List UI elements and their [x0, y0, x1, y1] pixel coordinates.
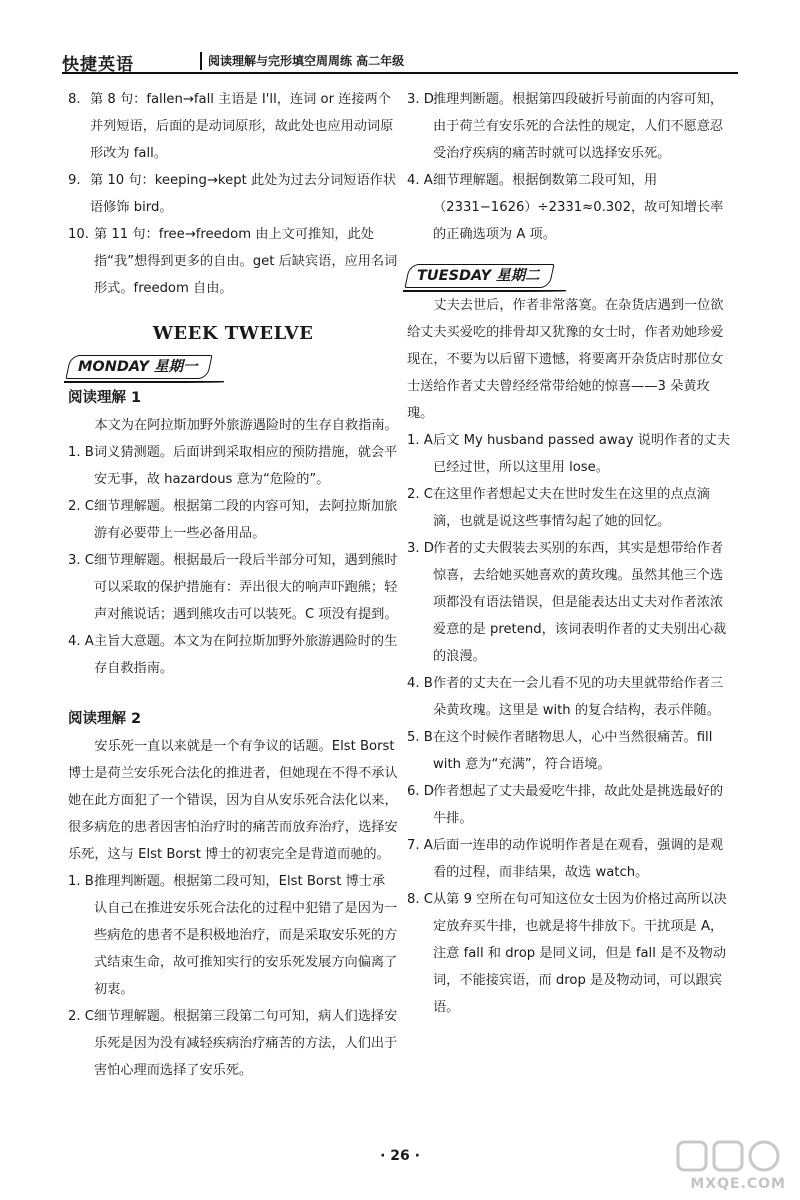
day-underline [403, 290, 566, 292]
item-text: 细节理解题。根据第三段第二句可知，病人们选择安乐死是因为没有减轻疾病治疗痛苦的方法，人们出于害怕心理而选择了安乐死。 [94, 1009, 398, 1078]
answer-item [407, 886, 735, 1021]
item-text: 词义猜测题。后面讲到采取相应的预防措施，就会平安无事，故 hazardous 意为“危险的”。 [94, 445, 398, 487]
answer-item [68, 868, 398, 1003]
item-text: 细节理解题。根据第二段的内容可知，去阿拉斯加旅游有必要带上一些必备用品。 [94, 499, 398, 541]
section-heading: 阅读理解 2 [68, 711, 142, 727]
item-text: 第 8 句：fallen→fall 主语是 I'll，连词 or 连接两个并列短语，后面的是动词原形，故此处也应用动词原形改为 fall。 [90, 92, 394, 161]
item-number: 3. D [407, 541, 434, 556]
item-number: 2. C [407, 487, 433, 502]
item-number: 2. C [68, 499, 94, 514]
item-number: 6. D [407, 784, 434, 799]
item-text: 在这个时候作者睹物思人，心中当然很痛苦。fill with 意为“充满”，符合语境。 [433, 730, 713, 772]
spacer [68, 682, 398, 704]
watermark-text: MXQE.COM [690, 1176, 786, 1192]
passage-summary: 丈夫去世后，作者非常落寞。在杂货店遇到一位欲给丈夫买爱吃的排骨却又犹豫的女士时，作者劝她珍爱现在，不要为以后留下遗憾，将要离开杂货店时那位女士送给作者丈夫曾经经常带给她的惊喜——3 朵黄玫瑰。 [407, 298, 724, 421]
answer-item [407, 778, 735, 832]
day-underline [64, 381, 224, 383]
header-divider [200, 52, 202, 70]
day-label-text: TUESDAY 星期二 [417, 268, 540, 284]
answer-item [407, 427, 735, 481]
answer-item [68, 86, 398, 167]
page-header [62, 50, 738, 74]
answer-item [407, 167, 735, 248]
item-number: 2. C [68, 1009, 94, 1024]
item-number: 8. C [407, 892, 433, 907]
item-text: 细节理解题。根据最后一段后半部分可知，遇到熊时可以采取的保护措施有：弄出很大的响声吓跑熊；轻声对熊说话；遇到熊攻击可以装死。C 项没有提到。 [94, 553, 398, 622]
item-text: 后文 My husband passed away 说明作者的丈夫已经过世，所以这里用 lose。 [433, 433, 731, 475]
item-number: 10. [68, 227, 89, 242]
answer-item [407, 535, 735, 670]
item-number: 4. B [407, 676, 433, 691]
item-text: 后面一连串的动作说明作者是在观看，强调的是观看的过程，而非结果，故选 watch。 [433, 838, 724, 880]
item-number: 1. A [407, 433, 433, 448]
item-text: 从第 9 空所在句可知这位女士因为价格过高所以决定放弃买牛排，也就是将牛排放下。干扰项是 A，注意 fall 和 drop 是同义词，但是 fall 是不及物动词，不能接宾语，而 drop 是及物动词，可以跟宾语。 [433, 892, 727, 1015]
item-text: 推理判断题。根据第四段破折号前面的内容可知，由于荷兰有安乐死的合法性的规定，人们不愿意忍受治疗疾病的痛苦时就可以选择安乐死。 [433, 92, 724, 161]
answer-item [68, 439, 398, 493]
answer-item [68, 167, 398, 221]
item-number: 5. B [407, 730, 433, 745]
answer-item [68, 1003, 398, 1084]
answer-item [407, 724, 735, 778]
item-number: 3. D [407, 92, 434, 107]
day-label-text: MONDAY 星期一 [78, 359, 198, 375]
day-box [65, 355, 212, 379]
header-subtitle: 阅读理解与完形填空周周练 高二年级 [208, 54, 405, 68]
item-number: 7. A [407, 838, 433, 853]
day-box [404, 264, 554, 288]
section-heading: 阅读理解 1 [68, 390, 142, 406]
answer-item [68, 221, 398, 302]
week-title: WEEK TWELVE [152, 323, 314, 344]
item-text: 在这里作者想起丈夫在世时发生在这里的点点滴滴，也就是说这些事情勾起了她的回忆。 [433, 487, 710, 529]
brand-title: 快捷英语 [62, 55, 134, 75]
item-text: 细节理解题。根据倒数第二段可知，用（2331−1626）÷2331≈0.302，故可知增长率的正确选项为 A 项。 [433, 173, 724, 242]
item-number: 4. A [68, 634, 94, 649]
tuesday-label [407, 264, 552, 288]
passage-summary: 安乐死一直以来就是一个有争议的话题。Elst Borst 博士是荷兰安乐死合法化的推进者，但她现在不得不承认她在此方面犯了一个错误，因为自从安乐死合法化以来，很多病危的患者因害怕治疗时的痛苦而放弃治疗，选择安乐死，这与 Elst Borst 博士的初衷完全是背道而驰的。 [68, 739, 398, 862]
answer-item [407, 86, 735, 167]
item-text: 作者的丈夫假装去买别的东西，其实是想带给作者惊喜，去给她买她喜欢的黄玫瑰。虽然其他三个选项都没有语法错误，但是能表达出丈夫对作者浓浓爱意的是 pretend，该词表明作者的丈夫别出心裁的浪漫。 [433, 541, 727, 664]
answer-item [407, 481, 735, 535]
page-number: · 26 · [380, 1148, 420, 1164]
item-number: 4. A [407, 173, 433, 188]
answer-item [407, 670, 735, 724]
left-column [68, 86, 398, 1084]
right-column [407, 86, 735, 1021]
item-text: 推理判断题。根据第二段可知，Elst Borst 博士承认自己在推进安乐死合法化的过程中犯错了是因为一些病危的患者不是积极地治疗，而是采取安乐死的方式结束生命，故可推知实行的安乐死发展方向偏离了初衷。 [94, 874, 398, 997]
item-number: 1. B [68, 445, 94, 460]
item-text: 主旨大意题。本文为在阿拉斯加野外旅游遇险时的生存自救指南。 [94, 634, 398, 676]
item-text: 第 11 句：free→freedom 由上文可推知，此处指“我”想得到更多的自由。get 后缺宾语，应用名词形式。freedom 自由。 [94, 227, 398, 296]
answer-item [68, 493, 398, 547]
item-number: 1. B [68, 874, 94, 889]
item-text: 作者想起了丈夫最爱吃牛排，故此处是挑选最好的牛排。 [433, 784, 724, 826]
item-number: 8. [68, 92, 81, 107]
item-number: 9. [68, 173, 81, 188]
answer-item [68, 547, 398, 628]
item-text: 第 10 句：keeping→kept 此处为过去分词短语作状语修饰 bird。 [90, 173, 397, 215]
watermark [674, 1136, 786, 1194]
watermark-logo-icon [674, 1136, 786, 1176]
answer-item [68, 628, 398, 682]
item-number: 3. C [68, 553, 94, 568]
answer-item [407, 832, 735, 886]
passage-summary: 本文为在阿拉斯加野外旅游遇险时的生存自救指南。 [94, 418, 398, 433]
monday-label [68, 355, 210, 379]
item-text: 作者的丈夫在一会儿看不见的功夫里就带给作者三朵黄玫瑰。这里是 with 的复合结构，表示伴随。 [433, 676, 724, 718]
